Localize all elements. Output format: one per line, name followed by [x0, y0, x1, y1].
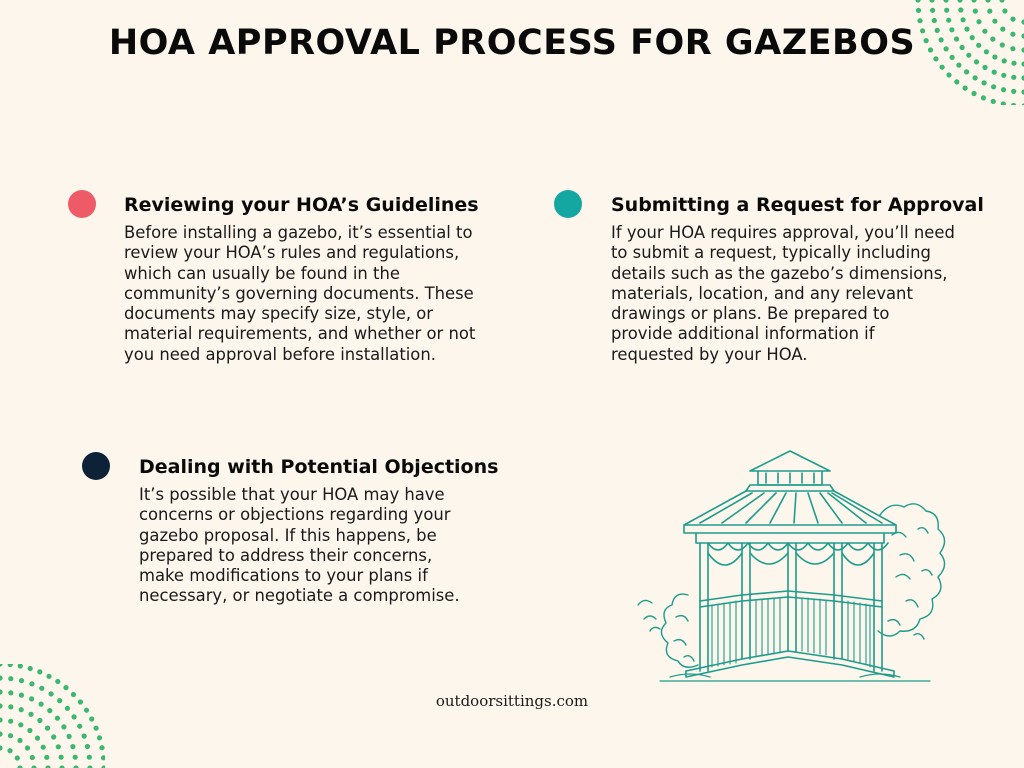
decoration-dot	[1001, 73, 1006, 78]
gazebo-illustration	[630, 445, 960, 695]
decoration-dot	[17, 738, 22, 743]
decoration-dot	[97, 735, 102, 740]
decoration-dot	[29, 681, 34, 686]
decoration-dot	[0, 717, 3, 722]
decoration-dot	[954, 79, 959, 84]
bush-right	[878, 504, 945, 639]
decoration-dot	[971, 0, 976, 3]
decoration-dot	[99, 745, 104, 750]
decoration-dot	[992, 70, 997, 75]
decoration-dot	[15, 755, 20, 760]
decoration-dot	[916, 8, 921, 13]
decoration-dot	[929, 0, 934, 3]
decoration-dot	[61, 724, 66, 729]
decoration-dot	[1001, 87, 1006, 92]
decoration-dot	[1011, 89, 1016, 94]
decoration-dot	[973, 75, 978, 80]
decoration-dot	[981, 95, 986, 100]
decoration-dot	[35, 736, 40, 741]
decoration-dot	[0, 745, 3, 750]
decoration-dot	[73, 755, 78, 760]
decoration-dot	[19, 678, 24, 683]
decoration-dot	[8, 719, 13, 724]
decoration-dot	[28, 666, 33, 671]
decoration-dot	[51, 734, 56, 739]
decoration-dot	[41, 745, 46, 750]
decoration-dot	[67, 734, 72, 739]
decoration-dot	[101, 755, 105, 760]
decoration-dot	[8, 676, 13, 681]
circle-bullet-icon-red	[68, 190, 96, 218]
page-title: HOA APPROVAL PROCESS FOR GAZEBOS	[108, 23, 916, 63]
decoration-dot	[963, 86, 968, 91]
footer-website: outdoorsittings.com	[435, 692, 589, 710]
decoration-dot	[45, 726, 50, 731]
decoration-dot	[1011, 103, 1016, 105]
decoration-dot	[958, 7, 963, 12]
decoration-dot	[991, 84, 996, 89]
decoration-dot	[1002, 8, 1007, 13]
decoration-dot	[943, 0, 948, 3]
decoration-dot	[999, 0, 1004, 3]
decoration-dot	[982, 80, 987, 85]
decoration-dot	[28, 712, 33, 717]
circle-bullet-icon-navy	[82, 452, 110, 480]
decoration-dot	[973, 9, 978, 14]
decoration-dot	[964, 69, 969, 74]
decoration-dot	[7, 748, 12, 753]
decoration-dot	[37, 669, 42, 674]
decoration-dot	[89, 716, 94, 721]
decoration-dot	[930, 8, 935, 13]
decoration-dot	[915, 0, 920, 3]
section-heading: Dealing with Potential Objections	[139, 456, 499, 478]
decoration-dot	[56, 744, 61, 749]
decoration-dot	[18, 722, 23, 727]
decoration-dot	[0, 664, 3, 667]
section-body: Before installing a gazebo, it’s essential to review your HOA’s rules and regulations, which can usually be found in the community’s governing documents. These documents may specify size, style, or material requirements, and whether or not you need approval before installation.	[124, 223, 476, 364]
decoration-dot	[37, 718, 42, 723]
section-body: If your HOA requires approval, you’ll need to submit a request, typically including details such as the gazebo’s dimensions, materials, location, and any relevant drawings or plans. Be prepared to provide additional information if requested by your HOA.	[611, 223, 955, 364]
decoration-dot	[946, 72, 951, 77]
bush-left	[638, 594, 698, 667]
decoration-dot	[70, 744, 75, 749]
decoration-dot	[39, 686, 44, 691]
decoration-dot	[27, 728, 32, 733]
decoration-dot	[987, 9, 992, 14]
dotted-arc-decoration-bottom-left	[0, 664, 105, 768]
decoration-dot	[944, 8, 949, 13]
decoration-dot	[8, 733, 13, 738]
decoration-dot	[82, 734, 87, 739]
decoration-dot	[72, 714, 77, 719]
decoration-dot	[55, 679, 60, 684]
decoration-dot	[971, 91, 976, 96]
decoration-dot	[77, 724, 82, 729]
decoration-dot	[30, 755, 35, 760]
decoration-dot	[63, 685, 68, 690]
circle-bullet-icon-teal	[554, 190, 582, 218]
decoration-dot	[59, 755, 64, 760]
decoration-dot	[0, 731, 3, 736]
decoration-dot	[46, 674, 51, 679]
decoration-dot	[55, 716, 60, 721]
decoration-dot	[18, 664, 23, 669]
decoration-dot	[87, 755, 92, 760]
decoration-dot	[8, 664, 13, 667]
section-heading: Reviewing your HOA’s Guidelines	[124, 194, 479, 216]
decoration-dot	[25, 745, 30, 750]
decoration-dot	[1001, 101, 1006, 105]
section-body: It’s possible that your HOA may have concerns or objections regarding your gazebo proposal. If this happens, be prepared to address their concerns, make modifications to your plans if necessary, or negotiate a compromise.	[139, 485, 460, 606]
decoration-dot	[85, 744, 90, 749]
decoration-dot	[1011, 75, 1016, 80]
decoration-dot	[985, 0, 990, 3]
section-heading: Submitting a Request for Approval	[611, 194, 984, 216]
decoration-dot	[94, 726, 99, 731]
decoration-dot	[0, 675, 3, 680]
decoration-dot	[44, 755, 49, 760]
decoration-dot	[957, 0, 962, 3]
decoration-dot	[991, 99, 996, 104]
